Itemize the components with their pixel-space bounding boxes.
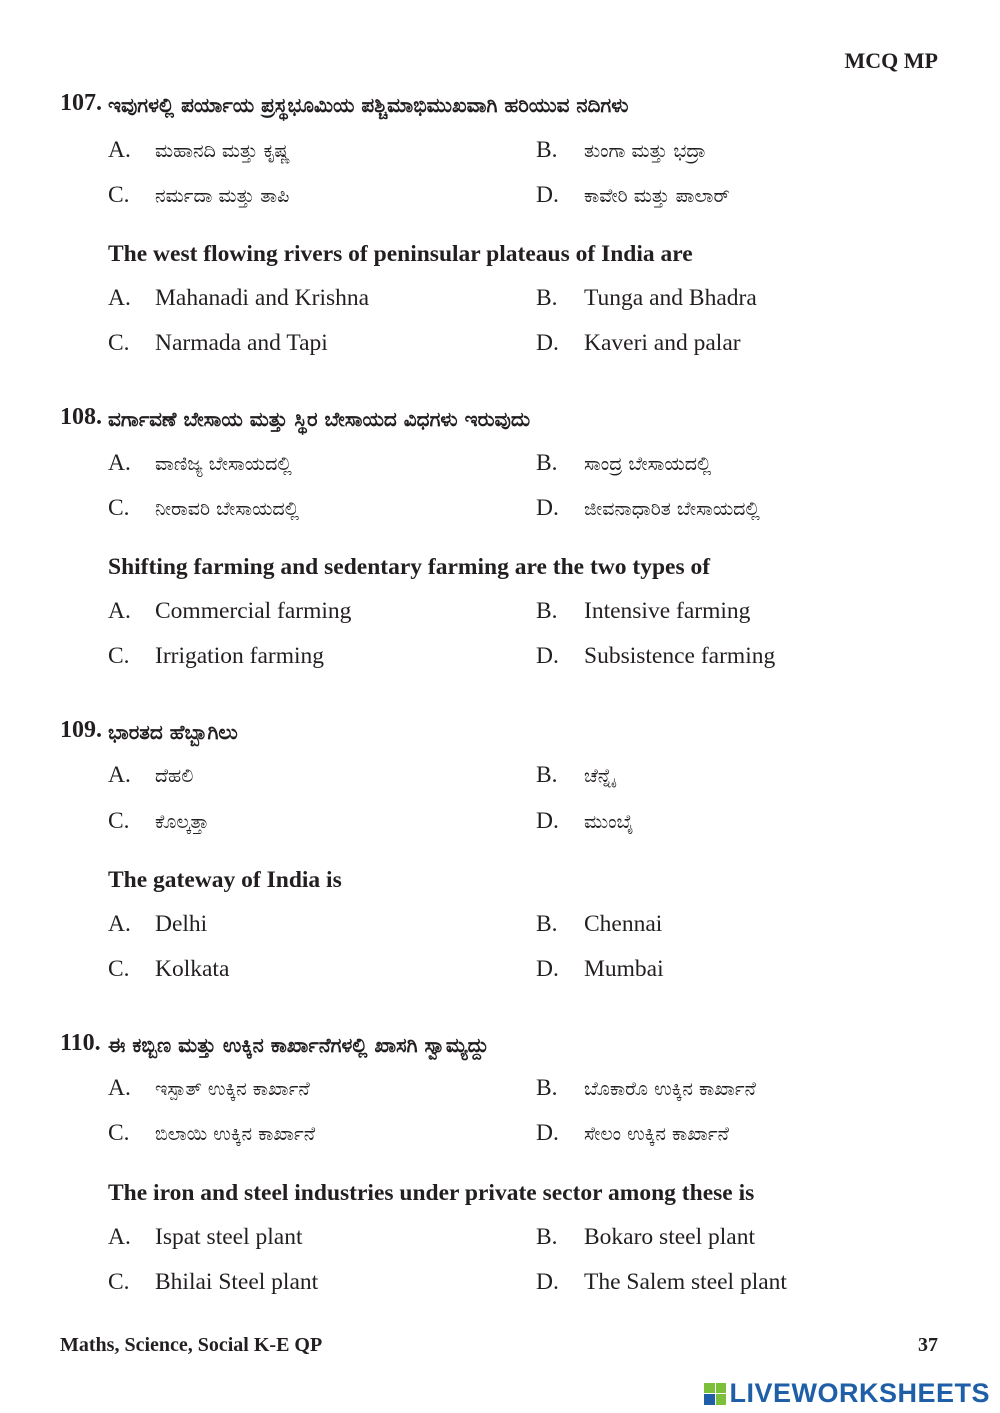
option-letter: B. (536, 762, 558, 788)
option-text-english: Delhi (155, 911, 208, 937)
option-text-kannada: ವಾಣಿಜ್ಯ ಬೇಸಾಯದಲ್ಲಿ (155, 453, 292, 475)
option-letter: B. (536, 1224, 558, 1250)
option-letter: C. (108, 643, 130, 669)
option-text-kannada: ಜೀವನಾಧಾರಿತ ಬೇಸಾಯದಲ್ಲಿ (584, 498, 760, 520)
option-text-english: Mumbai (584, 956, 664, 982)
option-letter: A. (108, 911, 131, 937)
option-letter: A. (108, 285, 131, 311)
question-number: 108. (60, 404, 102, 430)
option-text-english: Bokaro steel plant (584, 1224, 755, 1250)
option-text-english: Narmada and Tapi (155, 330, 328, 356)
question-text-english: The gateway of India is (108, 867, 342, 893)
option-letter: D. (536, 956, 559, 982)
option-text-english: Intensive farming (584, 598, 751, 624)
brand-name: LIVEWORKSHEETS (729, 1378, 990, 1408)
option-text-kannada: ತುಂಗಾ ಮತ್ತು ಭದ್ರಾ (584, 140, 707, 162)
option-text-kannada: ಬಿಲಾಯಿ ಉಕ್ಕಿನ ಕಾರ್ಖಾನೆ (155, 1123, 316, 1145)
question-number: 107. (60, 90, 102, 116)
option-text-english: Kaveri and palar (584, 330, 741, 356)
option-text-kannada: ಬೊಕಾರೊ ಉಕ್ಕಿನ ಕಾರ್ಖಾನೆ (584, 1078, 756, 1100)
option-letter: C. (108, 808, 130, 834)
option-text-english: Irrigation farming (155, 643, 325, 669)
option-letter: D. (536, 1120, 559, 1146)
page-number: 37 (918, 1334, 938, 1356)
question-text-kannada: ಈ ಕಬ್ಬಿಣ ಮತ್ತು ಉಕ್ಕಿನ ಕಾರ್ಖಾನೆಗಳಲ್ಲಿ ಖಾಸಗಿ ಸ್ವಾಮ್ಯದ್ದು (108, 1033, 489, 1057)
liveworksheets-logo-icon (704, 1383, 726, 1405)
option-letter: B. (536, 1075, 558, 1101)
option-text-kannada: ಸಾಂದ್ರ ಬೇಸಾಯದಲ್ಲಿ (584, 453, 712, 475)
option-text-kannada: ಸೇಲಂ ಉಕ್ಕಿನ ಕಾರ್ಖಾನೆ (584, 1123, 729, 1145)
option-letter: B. (536, 598, 558, 624)
header-title: MCQ MP (844, 48, 938, 73)
option-text-kannada: ದೆಹಲಿ (155, 765, 194, 787)
liveworksheets-brand[interactable] (704, 1378, 990, 1409)
option-letter: B. (536, 911, 558, 937)
option-letter: B. (536, 285, 558, 311)
option-text-kannada: ಚೆನ್ನೈ (584, 765, 615, 787)
option-text-english: Bhilai Steel plant (155, 1269, 319, 1295)
option-letter: C. (108, 956, 130, 982)
option-letter: D. (536, 330, 559, 356)
question-number: 110. (60, 1030, 101, 1056)
option-letter: D. (536, 808, 559, 834)
option-letter: C. (108, 182, 130, 208)
option-text-kannada: ನೀರಾವರಿ ಬೇಸಾಯದಲ್ಲಿ (155, 498, 300, 520)
option-text-kannada: ಮಹಾನದಿ ಮತ್ತು ಕೃಷ್ಣ (155, 140, 291, 162)
option-letter: D. (536, 643, 559, 669)
option-letter: D. (536, 495, 559, 521)
option-text-english: Ispat steel plant (155, 1224, 303, 1250)
option-letter: A. (108, 598, 131, 624)
question-text-kannada: ವರ್ಗಾವಣೆ ಬೇಸಾಯ ಮತ್ತು ಸ್ಥಿರ ಬೇಸಾಯದ ವಿಧಗಳು ಇರುವುದು (108, 407, 531, 431)
option-letter: C. (108, 495, 130, 521)
question-text-english: The west flowing rivers of peninsular plateaus of India are (108, 241, 693, 267)
option-text-english: Kolkata (155, 956, 230, 982)
option-letter: C. (108, 1120, 130, 1146)
option-text-english: Commercial farming (155, 598, 352, 624)
footer-subject: Maths, Science, Social K-E QP (60, 1334, 323, 1356)
option-letter: D. (536, 1269, 559, 1295)
option-text-kannada: ಕಾವೇರಿ ಮತ್ತು ಪಾಲಾರ್ (584, 185, 730, 207)
option-letter: C. (108, 330, 130, 356)
option-text-english: Tunga and Bhadra (584, 285, 757, 311)
option-letter: A. (108, 1224, 131, 1250)
option-text-english: Mahanadi and Krishna (155, 285, 370, 311)
option-letter: A. (108, 1075, 131, 1101)
option-text-kannada: ಇಸ್ಪಾತ್ ಉಕ್ಕಿನ ಕಾರ್ಖಾನೆ (155, 1078, 310, 1100)
option-text-kannada: ಮುಂಬೈ (584, 811, 634, 833)
option-letter: A. (108, 137, 131, 163)
option-letter: A. (108, 762, 131, 788)
option-letter: C. (108, 1269, 130, 1295)
question-text-english: The iron and steel industries under private sector among these is (108, 1180, 755, 1206)
question-text-english: Shifting farming and sedentary farming are the two types of (108, 554, 711, 580)
option-letter: B. (536, 137, 558, 163)
question-number: 109. (60, 717, 102, 743)
question-text-kannada: ಭಾರತದ ಹೆಬ್ಬಾಗಿಲು (108, 720, 238, 744)
option-letter: B. (536, 450, 558, 476)
option-text-kannada: ನರ್ಮದಾ ಮತ್ತು ತಾಪಿ (155, 185, 290, 207)
option-letter: D. (536, 182, 559, 208)
option-text-english: Subsistence farming (584, 643, 776, 669)
question-text-kannada: ಇವುಗಳಲ್ಲಿ ಪರ್ಯಾಯ ಪ್ರಸ್ಥಭೂಮಿಯ ಪಶ್ಚಿಮಾಭಿಮುಖವಾಗಿ ಹರಿಯುವ ನದಿಗಳು (108, 93, 629, 117)
option-text-kannada: ಕೊಲ್ಕತ್ತಾ (155, 811, 209, 833)
option-text-english: Chennai (584, 911, 663, 937)
option-text-english: The Salem steel plant (584, 1269, 787, 1295)
option-letter: A. (108, 450, 131, 476)
